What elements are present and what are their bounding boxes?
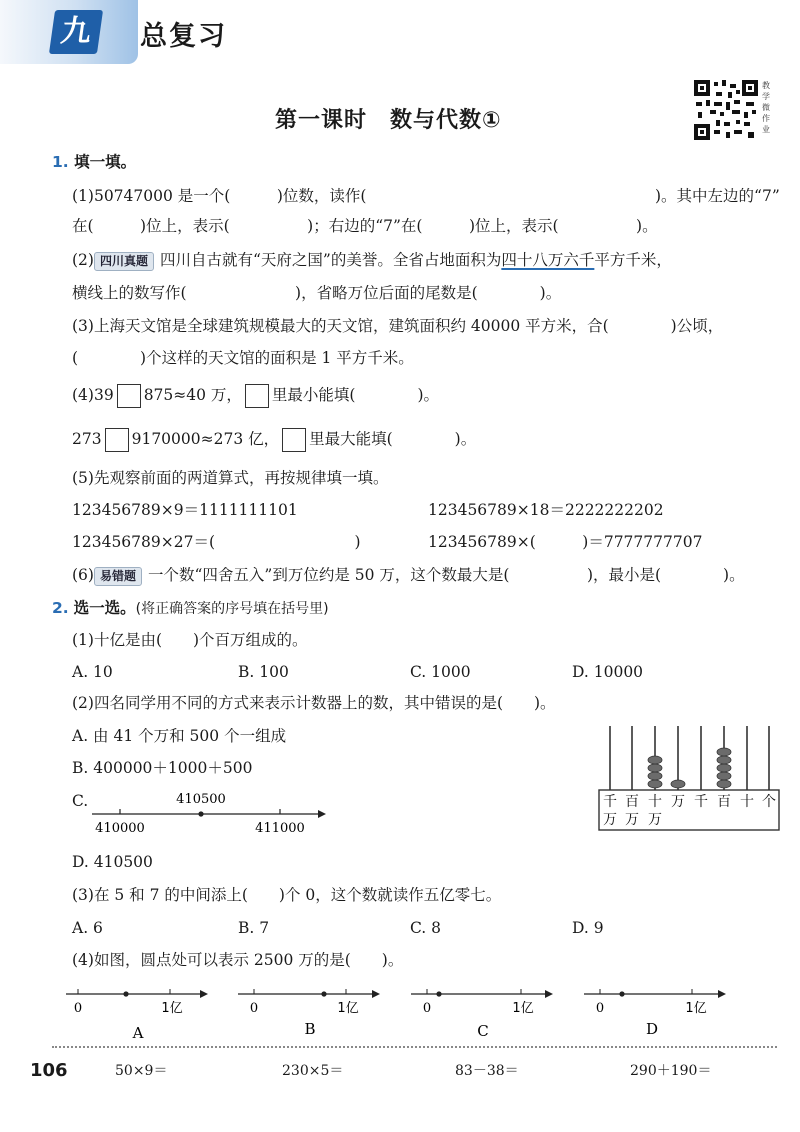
- q1-item4-line-a: [72, 384, 439, 408]
- number-line-option-b[interactable]: [232, 982, 382, 1042]
- qr-code-icon[interactable]: [694, 80, 758, 140]
- abacus-label-wan: 万: [671, 794, 685, 810]
- svg-text:0: 0: [73, 1001, 83, 1016]
- option-a[interactable]: A. 6: [72, 919, 103, 937]
- option-d[interactable]: D. 410500: [72, 853, 153, 871]
- option-b[interactable]: B. 7: [238, 919, 270, 937]
- q2-sub2-question: (2)四名同学用不同的方式来表示计数器上的数，其中错误的是( )。: [72, 694, 556, 712]
- q1-item4-line-b: [72, 428, 476, 452]
- equation-2: 123456789×18＝2222222202: [428, 501, 664, 519]
- abacus-label-baiwan: 百: [625, 794, 639, 810]
- page-number: 106: [30, 1060, 68, 1081]
- chapter-title: 总复习: [140, 21, 227, 52]
- lesson-title: 第一课时 数与代数①: [275, 108, 502, 133]
- option-d[interactable]: D. 9: [572, 919, 604, 937]
- q2-note: (将正确答案的序号填在括号里): [135, 601, 329, 617]
- option-label: A: [132, 1024, 144, 1042]
- option-b[interactable]: B. 100: [238, 663, 289, 681]
- answer-box-ref: [282, 428, 306, 452]
- abacus-label-qianwan: 千: [603, 794, 617, 810]
- svg-text:万: 万: [648, 812, 662, 828]
- q1-item2-line-a: [72, 250, 672, 271]
- abacus-counter-diagram: [596, 724, 782, 834]
- option-a[interactable]: A. 由 41 个万和 500 个一组成: [72, 727, 287, 745]
- q1-item2-text: 四川自古就有“天府之国”的美誉。全省占地面积为: [159, 251, 502, 269]
- footer-exercise: 230×5＝: [282, 1063, 344, 1079]
- footer-exercise: 83－38＝: [455, 1063, 519, 1079]
- q1-item2-prefix: (2): [72, 251, 94, 269]
- answer-box-ref: [245, 384, 269, 408]
- q2-number: 2.: [52, 599, 69, 617]
- svg-text:1亿: 1亿: [685, 1001, 707, 1016]
- q1-item2-line-c: 横线上的数写作( )，省略万位后面的尾数是( )。: [72, 284, 562, 302]
- footer-exercise: 50×9＝: [115, 1063, 168, 1079]
- q1-item1-line-a: (1)50747000 是一个( )位数，读作(: [72, 187, 367, 205]
- q1-item4-text: 里最小能填( )。: [271, 386, 440, 404]
- svg-text:万: 万: [625, 812, 639, 828]
- q1-item3-line-b: ( )个这样的天文馆的面积是 1 平方千米。: [72, 349, 414, 367]
- q1-item5-title: (5)先观察前面的两道算式，再按规律填一填。: [72, 469, 389, 487]
- q1-title: 填一填。: [74, 153, 137, 171]
- marker-dot: [198, 811, 203, 816]
- abacus-label-shi: 十: [740, 794, 754, 810]
- q2-sub1-question: (1)十亿是由( )个百万组成的。: [72, 631, 308, 649]
- tag-badge: 易错题: [94, 567, 142, 586]
- q1-heading: [52, 152, 136, 172]
- footer-exercise: 290＋190＝: [630, 1063, 712, 1079]
- option-label: C: [477, 1022, 489, 1040]
- equation-1: 123456789×9＝1111111101: [72, 501, 298, 519]
- option-label: D: [645, 1020, 659, 1038]
- q1-number: 1.: [52, 153, 69, 171]
- q1-item4-text: 875≈40 万，: [143, 386, 242, 404]
- option-label: B: [304, 1020, 316, 1038]
- chapter-number: 九: [49, 10, 103, 54]
- q1-item1-line-c: 在( )位上，表示( )；右边的“7”在( )位上，表示( )。: [72, 217, 658, 235]
- svg-text:1亿: 1亿: [512, 1001, 534, 1016]
- number-line-c: [80, 788, 330, 838]
- q1-item6-text: 一个数“四舍五入”到万位约是 50 万，这个数最大是( )，最小是( )。: [147, 566, 745, 584]
- abacus-label-bai: 百: [717, 794, 731, 810]
- svg-text:0: 0: [422, 1001, 432, 1016]
- svg-text:万: 万: [603, 812, 617, 828]
- q1-item6-prefix: (6): [72, 566, 94, 584]
- answer-box[interactable]: [105, 428, 129, 452]
- answer-box[interactable]: [117, 384, 141, 408]
- q2-sub3-question: (3)在 5 和 7 的中间添上( )个 0，这个数就读作五亿零七。: [72, 886, 502, 904]
- q1-item3-line-a: (3)上海天文馆是全球建筑规模最大的天文馆，建筑面积约 40000 平方米，合( )公顷，: [72, 317, 724, 335]
- option-c[interactable]: C.: [72, 792, 89, 810]
- equation-4: 123456789×( )＝7777777707: [428, 533, 703, 551]
- option-c[interactable]: C. 8: [410, 919, 442, 937]
- abacus-label-qian: 千: [694, 794, 708, 810]
- tag-badge: 四川真题: [94, 252, 154, 271]
- option-d[interactable]: D. 10000: [572, 663, 644, 681]
- q1-item4-text: (4)39: [72, 386, 114, 404]
- svg-text:0: 0: [249, 1001, 259, 1016]
- abacus-label-shiwan: 十: [648, 794, 662, 810]
- number-line-option-c[interactable]: [405, 982, 555, 1042]
- q2-sub4-question: (4)如图，圆点处可以表示 2500 万的是( )。: [72, 951, 404, 969]
- underlined-number-words: 四十八万六千: [501, 251, 595, 269]
- q2-title: 选一选。: [73, 599, 136, 617]
- q1-item2-text-end: 平方千米，: [594, 251, 672, 269]
- q1-item4-text: 273: [72, 430, 102, 448]
- option-a[interactable]: A. 10: [72, 663, 113, 681]
- svg-text:1亿: 1亿: [337, 1001, 359, 1016]
- q1-item4-text: 里最大能填( )。: [309, 430, 477, 448]
- footer-divider: [52, 1046, 777, 1048]
- q2-heading: [52, 598, 329, 619]
- equation-3: 123456789×27＝( ): [72, 533, 361, 551]
- number-line-option-a[interactable]: [60, 982, 210, 1042]
- option-b[interactable]: B. 400000＋1000＋500: [72, 759, 253, 777]
- number-line-option-d[interactable]: [578, 982, 728, 1042]
- q1-item1-line-b: )。其中左边的“7”: [655, 187, 780, 205]
- tick-label-left: 410000: [95, 821, 145, 836]
- marker-label: 410500: [176, 792, 226, 807]
- q1-item6: [72, 565, 745, 586]
- svg-text:1亿: 1亿: [161, 1001, 183, 1016]
- qr-caption: 教学微作业: [762, 81, 770, 134]
- tick-label-right: 411000: [255, 821, 305, 836]
- option-c[interactable]: C. 1000: [410, 663, 471, 681]
- q1-item4-text: 9170000≈273 亿，: [131, 430, 280, 448]
- abacus-label-ge: 个: [762, 794, 776, 810]
- svg-text:0: 0: [595, 1001, 605, 1016]
